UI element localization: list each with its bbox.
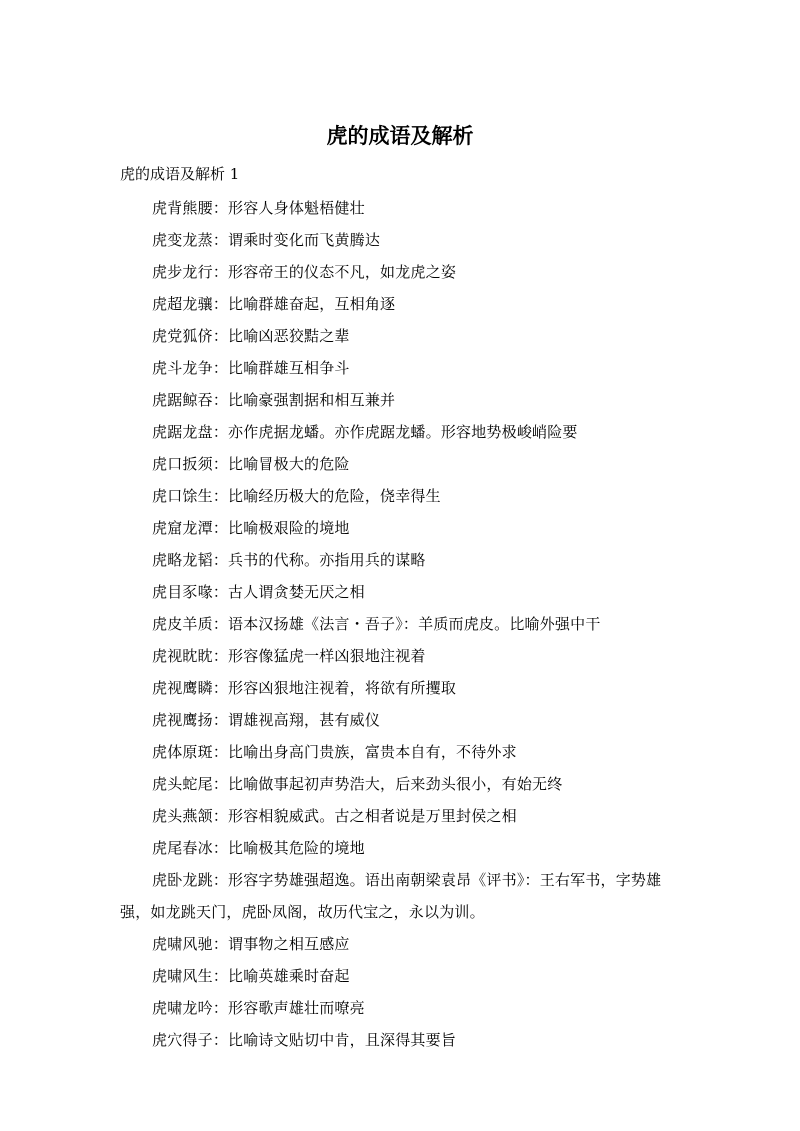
idiom-entry: 虎踞龙盘：亦作虎据龙蟠。亦作虎踞龙蟠。形容地势极峻峭险要 xyxy=(152,423,578,441)
idiom-term: 虎目豕喙 xyxy=(152,583,213,601)
idiom-term: 虎踞龙盘 xyxy=(152,423,213,441)
idiom-definition: 形容字势雄强超逸。语出南朝梁袁昂《评书》：王右军书，字势雄强，如龙跳天门，虎卧凤阁，故历代宝之，永以为训。 xyxy=(120,871,662,921)
idiom-entry: 虎党狐侪：比喻凶恶狡黠之辈 xyxy=(152,327,350,345)
idiom-entry: 虎尾春冰：比喻极其危险的境地 xyxy=(152,839,365,857)
idiom-term: 虎穴得子 xyxy=(152,1031,213,1049)
idiom-definition: 比喻极其危险的境地 xyxy=(228,839,365,857)
idiom-entry: 虎变龙蒸：谓乘时变化而飞黄腾达 xyxy=(152,231,381,249)
idiom-entry: 虎视鹰瞵：形容凶狠地注视着，将欲有所攫取 xyxy=(152,679,457,697)
idiom-term: 虎超龙骧 xyxy=(152,295,213,313)
idiom-term: 虎体原斑 xyxy=(152,743,213,761)
idiom-term: 虎窟龙潭 xyxy=(152,519,213,537)
idiom-definition: 形容人身体魁梧健壮 xyxy=(228,199,365,217)
idiom-entry: 虎视眈眈：形容像猛虎一样凶狠地注视着 xyxy=(152,647,426,665)
idiom-definition: 谓乘时变化而飞黄腾达 xyxy=(228,231,381,249)
idiom-entry: 虎啸龙吟：形容歌声雄壮而嘹亮 xyxy=(152,999,365,1017)
idiom-entry: 虎斗龙争：比喻群雄互相争斗 xyxy=(152,359,350,377)
idiom-entry: 虎头燕颔：形容相貌威武。古之相者说是万里封侯之相 xyxy=(152,807,517,825)
idiom-entry: 虎窟龙潭：比喻极艰险的境地 xyxy=(152,519,350,537)
idiom-definition: 比喻凶恶狡黠之辈 xyxy=(228,327,350,345)
idiom-term: 虎啸风驰 xyxy=(152,935,213,953)
idiom-term: 虎卧龙跳 xyxy=(152,871,213,889)
idiom-term: 虎背熊腰 xyxy=(152,199,213,217)
idiom-definition: 比喻英雄乘时奋起 xyxy=(228,967,350,985)
idiom-entry: 虎略龙韬：兵书的代称。亦指用兵的谋略 xyxy=(152,551,426,569)
idiom-term: 虎党狐侪 xyxy=(152,327,213,345)
idiom-term: 虎尾春冰 xyxy=(152,839,213,857)
idiom-term: 虎啸风生 xyxy=(152,967,213,985)
idiom-entry: 虎口馀生：比喻经历极大的危险，侥幸得生 xyxy=(152,487,441,505)
section-heading: 虎的成语及解析 1 xyxy=(120,165,240,183)
idiom-definition: 形容歌声雄壮而嘹亮 xyxy=(228,999,365,1017)
idiom-term: 虎视鹰扬 xyxy=(152,711,213,729)
idiom-entry: 虎体原斑：比喻出身高门贵族，富贵本自有，不待外求 xyxy=(152,743,517,761)
idiom-term: 虎变龙蒸 xyxy=(152,231,213,249)
idiom-definition: 形容像猛虎一样凶狠地注视着 xyxy=(228,647,426,665)
idiom-entry: 虎啸风生：比喻英雄乘时奋起 xyxy=(152,967,350,985)
idiom-term: 虎斗龙争 xyxy=(152,359,213,377)
idiom-term: 虎头蛇尾 xyxy=(152,775,213,793)
idiom-definition: 比喻冒极大的危险 xyxy=(228,455,350,473)
idiom-definition: 形容帝王的仪态不凡，如龙虎之姿 xyxy=(228,263,457,281)
idiom-entry: 虎背熊腰：形容人身体魁梧健壮 xyxy=(152,199,365,217)
idiom-definition: 兵书的代称。亦指用兵的谋略 xyxy=(228,551,426,569)
idiom-definition: 形容凶狠地注视着，将欲有所攫取 xyxy=(228,679,457,697)
idiom-entry: 虎目豕喙：古人谓贪婪无厌之相 xyxy=(152,583,365,601)
idiom-term: 虎啸龙吟 xyxy=(152,999,213,1017)
idiom-definition: 语本汉扬雄《法言・吾子》：羊质而虎皮。比喻外强中干 xyxy=(228,615,601,633)
idiom-list xyxy=(120,192,685,1056)
idiom-definition: 比喻诗文贴切中肯，且深得其要旨 xyxy=(228,1031,457,1049)
idiom-definition: 谓事物之相互感应 xyxy=(228,935,350,953)
idiom-definition: 谓雄视高翔，甚有威仪 xyxy=(228,711,381,729)
idiom-definition: 比喻群雄奋起，互相角逐 xyxy=(228,295,396,313)
idiom-definition: 形容相貌威武。古之相者说是万里封侯之相 xyxy=(228,807,517,825)
document-title: 虎的成语及解析 xyxy=(326,124,474,148)
idiom-term: 虎头燕颔 xyxy=(152,807,213,825)
idiom-entry: 虎口扳须：比喻冒极大的危险 xyxy=(152,455,350,473)
idiom-term: 虎皮羊质 xyxy=(152,615,213,633)
idiom-term: 虎口馀生 xyxy=(152,487,213,505)
idiom-definition: 比喻极艰险的境地 xyxy=(228,519,350,537)
idiom-term: 虎视鹰瞵 xyxy=(152,679,213,697)
idiom-term: 虎步龙行 xyxy=(152,263,213,281)
idiom-definition: 古人谓贪婪无厌之相 xyxy=(228,583,365,601)
idiom-entry: 虎卧龙跳：形容字势雄强超逸。语出南朝梁袁昂《评书》：王右军书，字势雄强，如龙跳天门，虎卧凤阁，故历代宝之，永以为训。 xyxy=(120,871,662,921)
idiom-term: 虎口扳须 xyxy=(152,455,213,473)
idiom-definition: 比喻群雄互相争斗 xyxy=(228,359,350,377)
idiom-definition: 亦作虎据龙蟠。亦作虎踞龙蟠。形容地势极峻峭险要 xyxy=(228,423,578,441)
idiom-entry: 虎超龙骧：比喻群雄奋起，互相角逐 xyxy=(152,295,396,313)
idiom-entry: 虎视鹰扬：谓雄视高翔，甚有威仪 xyxy=(152,711,381,729)
idiom-entry: 虎踞鲸吞：比喻豪强割据和相互兼并 xyxy=(152,391,396,409)
idiom-term: 虎踞鲸吞 xyxy=(152,391,213,409)
idiom-definition: 比喻做事起初声势浩大，后来劲头很小，有始无终 xyxy=(228,775,563,793)
idiom-term: 虎略龙韬 xyxy=(152,551,213,569)
idiom-term: 虎视眈眈 xyxy=(152,647,213,665)
idiom-entry: 虎步龙行：形容帝王的仪态不凡，如龙虎之姿 xyxy=(152,263,457,281)
idiom-definition: 比喻豪强割据和相互兼并 xyxy=(228,391,396,409)
idiom-entry: 虎啸风驰：谓事物之相互感应 xyxy=(152,935,350,953)
idiom-entry: 虎皮羊质：语本汉扬雄《法言・吾子》：羊质而虎皮。比喻外强中干 xyxy=(152,615,601,633)
idiom-entry: 虎穴得子：比喻诗文贴切中肯，且深得其要旨 xyxy=(152,1031,457,1049)
idiom-definition: 比喻经历极大的危险，侥幸得生 xyxy=(228,487,441,505)
idiom-definition: 比喻出身高门贵族，富贵本自有，不待外求 xyxy=(228,743,517,761)
idiom-entry: 虎头蛇尾：比喻做事起初声势浩大，后来劲头很小，有始无终 xyxy=(152,775,563,793)
